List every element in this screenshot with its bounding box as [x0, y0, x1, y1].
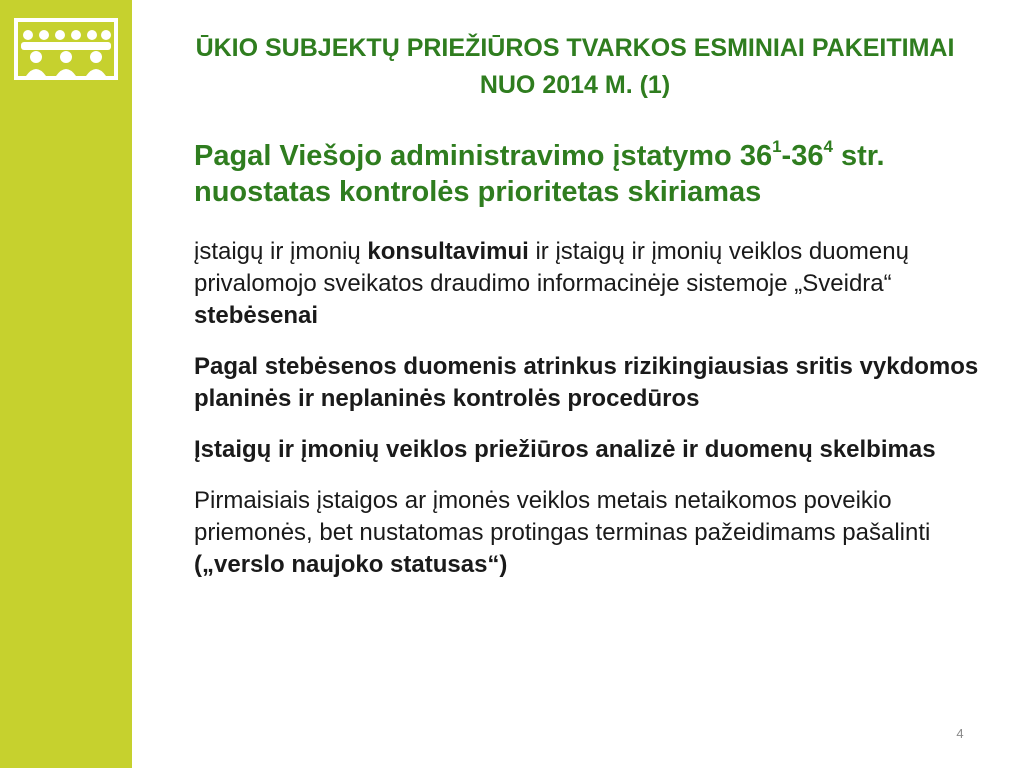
- heading-superscript-1: 1: [772, 137, 782, 157]
- slide-title-line-1: ŪKIO SUBJEKTŲ PRIEŽIŪROS TVARKOS ESMINIAI PAKEITIMAI: [195, 34, 955, 62]
- heading-text-part-3: str. nuostatas kontrolės prioritetas skiriamas: [194, 140, 885, 208]
- people-group-logo-icon: [14, 18, 118, 80]
- slide-title-line-2: NUO 2014 M. (1): [479, 71, 671, 99]
- paragraph-text: įstaigų ir įmonių: [194, 238, 368, 265]
- section-heading: [194, 138, 994, 210]
- heading-text-part-2: -36: [781, 140, 824, 172]
- paragraph-control-procedures: Pagal stebėsenos duomenis atrinkus rizikingiausias sritis vykdomos planinės ir neplaninės kontrolės procedūros: [194, 353, 979, 412]
- paragraph-consultation: [194, 236, 994, 332]
- paragraph-text: Pirmaisiais įstaigos ar įmonės veiklos metais netaikomos poveikio priemonės, bet nustatomas protingas terminas pažeidimams pašalinti: [194, 487, 931, 546]
- paragraph-bold-text: („verslo naujoko statusas“): [194, 551, 508, 578]
- slide-content: [194, 138, 994, 600]
- slide-title: [140, 30, 1010, 104]
- heading-superscript-2: 4: [823, 137, 833, 157]
- sidebar-strip: [0, 0, 132, 768]
- paragraph-bold-text: stebėsenai: [194, 302, 319, 329]
- paragraph-newcomer-status: [194, 485, 994, 581]
- paragraph-bold-text: konsultavimui: [367, 238, 529, 265]
- paragraph-analysis: Įstaigų ir įmonių veiklos priežiūros analizė ir duomenų skelbimas: [194, 436, 936, 463]
- paragraph-text: ir įstaigų ir įmonių veiklos duomenų privalomojo sveikatos draudimo informacinėje sistemoje „Sveidra“: [194, 238, 909, 297]
- heading-text-part-1: Pagal Viešojo administravimo įstatymo 36: [194, 140, 773, 172]
- page-number: 4: [956, 726, 964, 741]
